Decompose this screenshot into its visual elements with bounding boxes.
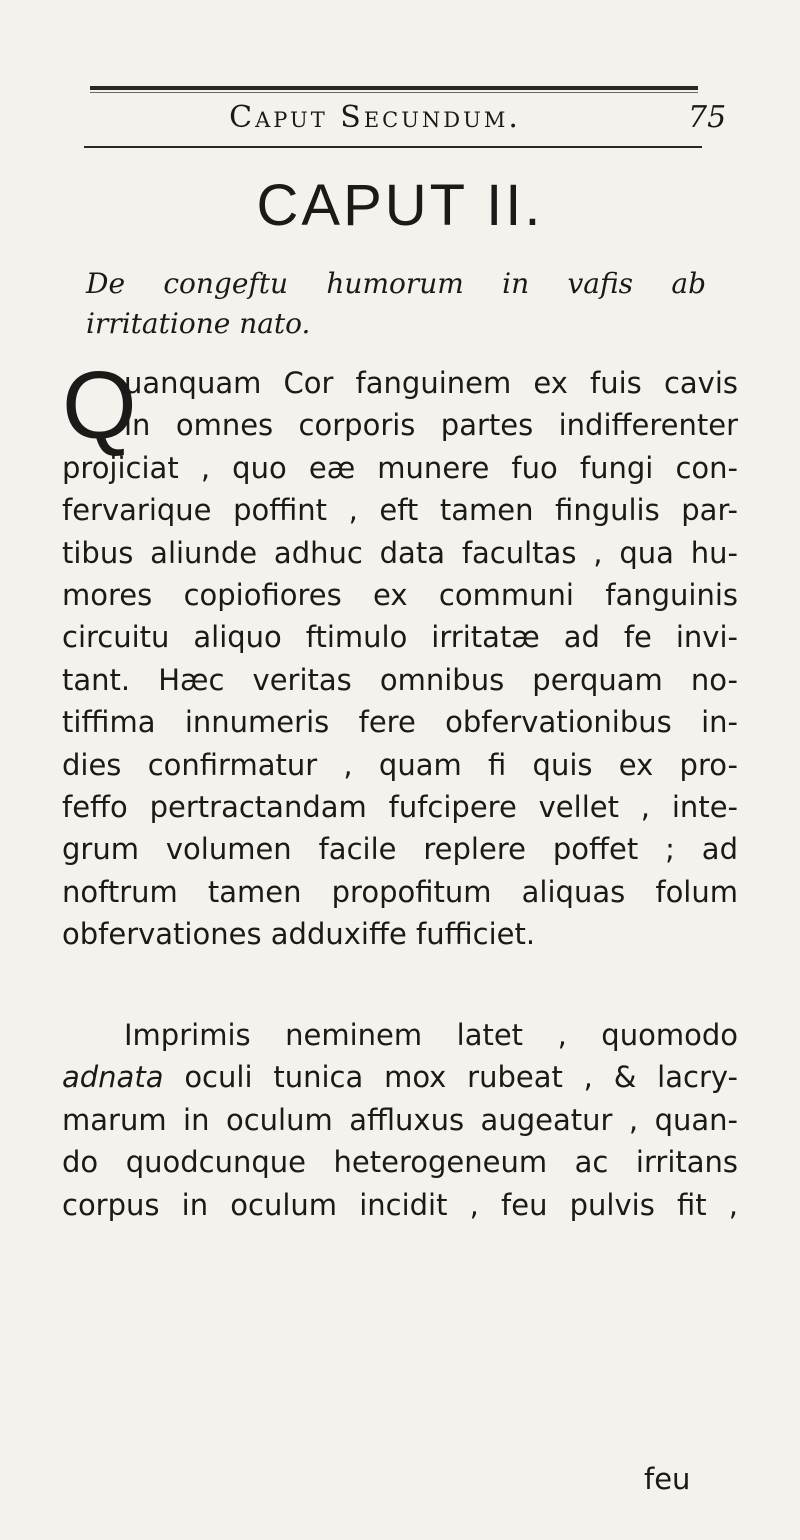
text-line: Imprimis neminem latet , quomodo: [124, 1018, 738, 1052]
text-line: grum volumen facile replere poffet ; ad: [62, 832, 738, 867]
header-rule: [84, 146, 702, 148]
chapter-subtitle: De congeftu humorum in vafis ab irritatione nato.: [86, 267, 706, 340]
drop-cap: Q: [62, 352, 137, 459]
text-line: tibus aliunde adhuc data facultas , qua hu-: [62, 535, 738, 570]
text-line: in omnes corporis partes indifferenter: [124, 408, 738, 443]
italic-term: adnata: [62, 1060, 164, 1095]
text-line: dies confirmatur , quam fi quis ex pro-: [62, 747, 738, 782]
text-line: tiffima innumeris fere obfervationibus in-: [62, 705, 738, 740]
chapter-title: CAPUT II.: [256, 173, 544, 238]
text-line: circuitu aliquo ftimulo irritatæ ad fe invi-: [62, 620, 738, 655]
paragraph-1: [62, 362, 738, 955]
top-border-rule: [90, 86, 698, 90]
text-line: fervarique poffint , eft tamen fingulis par-: [62, 493, 738, 528]
text-line: corpus in oculum incidit , feu pulvis fit ,: [62, 1187, 738, 1222]
text-line: do quodcunque heterogeneum ac irritans: [62, 1145, 738, 1180]
page-number: 75: [688, 100, 727, 135]
text-line: uanquam Cor fanguinem ex fuis cavis: [124, 366, 738, 400]
text-line: tant. Hæc veritas omnibus perquam no-: [62, 662, 738, 697]
top-border-thin-rule: [90, 92, 698, 93]
text-line: noftrum tamen propofitum aliquas folum: [62, 874, 738, 909]
running-head: Caput Secundum.: [229, 100, 521, 135]
text-line: [62, 1056, 738, 1098]
text-line: marum in oculum affluxus augeatur , quan-: [62, 1102, 738, 1137]
catchword: feu: [644, 1462, 691, 1496]
paragraph-2: [62, 1014, 738, 1226]
text-line: feffo pertractandam fufcipere vellet , inte-: [62, 789, 738, 824]
text-line: obfervationes adduxiffe fufficiet.: [62, 917, 536, 952]
text-run: oculi tunica mox rubeat , & lacry-: [163, 1060, 738, 1095]
text-line: mores copiofiores ex communi fanguinis: [62, 577, 738, 612]
text-line: projiciat , quo eæ munere fuo fungi con-: [62, 450, 738, 485]
